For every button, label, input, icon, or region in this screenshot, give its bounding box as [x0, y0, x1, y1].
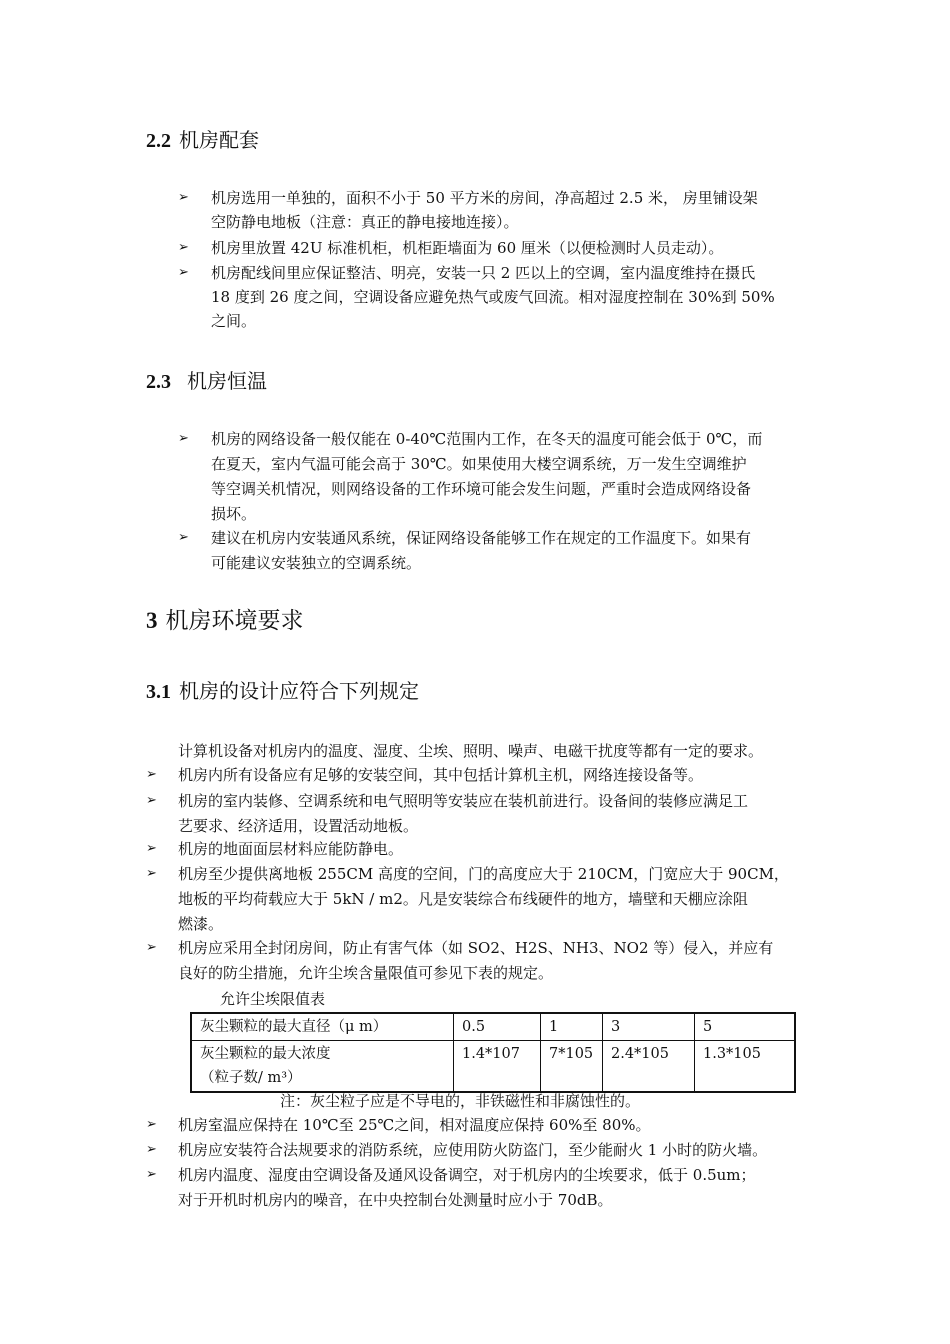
list-item-text: 机房内所有设备应有足够的安装空间，其中包括计算机主机，网络连接设备等。 — [178, 766, 704, 784]
list-item-text: 燃漆。 — [178, 915, 224, 933]
section-heading-3-1 — [146, 675, 419, 704]
list-item-text: 机房的网络设备一般仅能在 0-40℃范围内工作，在冬天的温度可能会低于 0℃，而 — [211, 430, 763, 448]
table-cell: 1.4*107 — [454, 1041, 541, 1093]
table-cell: 3 — [603, 1013, 695, 1041]
list-item-text: 18 度到 26 度之间，空调设备应避免热气或废气回流。相对湿度控制在 30%到 50% — [211, 288, 775, 306]
list-item-text: 机房内温度、湿度由空调设备及通风设备调空，对于机房内的尘埃要求，低于 0.5um； — [178, 1166, 756, 1184]
list-item-text: 在夏天，室内气温可能会高于 30℃。如果使用大楼空调系统，万一发生空调维护 — [211, 455, 747, 473]
table-note: 注：灰尘粒子应是不导电的，非铁磁性和非腐蚀性的。 — [280, 1092, 641, 1110]
section-number: 2.3 — [146, 371, 171, 393]
dust-limit-table — [190, 1012, 796, 1093]
section-heading-2-2 — [146, 124, 259, 153]
list-item-text: 良好的防尘措施，允许尘埃含量限值可参见下表的规定。 — [178, 964, 554, 982]
table-cell-line: 灰尘颗粒的最大浓度 — [200, 1046, 331, 1062]
arrow-bullet-icon: ➢ — [178, 431, 189, 446]
arrow-bullet-icon: ➢ — [146, 1142, 157, 1157]
section-number: 2.2 — [146, 130, 171, 152]
section-title: 机房环境要求 — [165, 608, 304, 634]
chapter-heading-3 — [146, 602, 304, 635]
table-row — [191, 1041, 795, 1093]
list-item-text: 机房选用一单独的，面积不小于 50 平方米的房间，净高超过 2.5 米， 房里铺设架 — [211, 189, 758, 207]
arrow-bullet-icon: ➢ — [178, 530, 189, 545]
table-row — [191, 1013, 795, 1041]
arrow-bullet-icon: ➢ — [146, 1117, 157, 1132]
list-item-text: 机房配线间里应保证整洁、明亮，安装一只 2 匹以上的空调，室内温度维持在摄氏 — [211, 264, 756, 282]
arrow-bullet-icon: ➢ — [146, 767, 157, 782]
table-cell: 5 — [695, 1013, 796, 1041]
section-title: 机房恒温 — [187, 369, 267, 393]
arrow-bullet-icon: ➢ — [146, 940, 157, 955]
section-number: 3.1 — [146, 681, 171, 703]
table-cell: 灰尘颗粒的最大直径（μ m） — [191, 1013, 454, 1041]
arrow-bullet-icon: ➢ — [178, 240, 189, 255]
list-item-text: 等空调关机情况，则网络设备的工作环境可能会发生问题，严重时会造成网络设备 — [211, 480, 752, 498]
list-item-text: 机房应采用全封闭房间，防止有害气体（如 SO2、H2S、NH3、NO2 等）侵入，并应有 — [178, 939, 774, 957]
arrow-bullet-icon: ➢ — [178, 190, 189, 205]
arrow-bullet-icon: ➢ — [146, 841, 157, 856]
section-number: 3 — [146, 608, 158, 633]
table-cell: 1.3*105 — [695, 1041, 796, 1093]
table-caption: 允许尘埃限值表 — [220, 990, 326, 1008]
table-cell: 1 — [541, 1013, 603, 1041]
table-cell: 2.4*105 — [603, 1041, 695, 1093]
list-item-text: 机房的地面面层材料应能防静电。 — [178, 840, 404, 858]
table-cell — [191, 1041, 454, 1093]
list-item-text: 机房应安装符合法规要求的消防系统，应使用防火防盗门，至少能耐火 1 小时的防火墙。 — [178, 1141, 768, 1159]
list-item-text: 机房里放置 42U 标准机柜，机柜距墙面为 60 厘米（以便检测时人员走动）。 — [211, 239, 724, 257]
list-item-text: 对于开机时机房内的噪音，在中央控制台处测量时应小于 70dB。 — [178, 1191, 613, 1209]
list-item-text: 机房室温应保持在 10℃至 25℃之间，相对温度应保持 60%至 80%。 — [178, 1116, 651, 1134]
list-item-text: 损坏。 — [211, 505, 257, 523]
arrow-bullet-icon: ➢ — [146, 866, 157, 881]
section-heading-2-3 — [146, 365, 267, 394]
list-item-text: 可能建议安装独立的空调系统。 — [211, 554, 422, 572]
arrow-bullet-icon: ➢ — [146, 1167, 157, 1182]
table-cell-line: （粒子数/ m³） — [200, 1070, 302, 1086]
arrow-bullet-icon: ➢ — [178, 265, 189, 280]
intro-paragraph: 计算机设备对机房内的温度、湿度、尘埃、照明、噪声、电磁干扰度等都有一定的要求。 — [178, 742, 764, 760]
list-item-text: 建议在机房内安装通风系统，保证网络设备能够工作在规定的工作温度下。如果有 — [211, 529, 752, 547]
section-title: 机房配套 — [179, 128, 259, 152]
list-item-text: 艺要求、经济适用，设置活动地板。 — [178, 817, 419, 835]
list-item-text: 空防静电地板（注意：真正的静电接地连接）。 — [211, 213, 519, 231]
table-cell: 0.5 — [454, 1013, 541, 1041]
list-item-text: 机房至少提供离地板 255CM 高度的空间，门的高度应大于 210CM，门宽应大于 90CM， — [178, 865, 789, 883]
arrow-bullet-icon: ➢ — [146, 793, 157, 808]
list-item-text: 机房的室内装修、空调系统和电气照明等安装应在装机前进行。设备间的装修应满足工 — [178, 792, 749, 810]
section-title: 机房的设计应符合下列规定 — [179, 679, 419, 703]
list-item-text: 之间。 — [211, 312, 257, 330]
list-item-text: 地板的平均荷载应大于 5kN / m2。凡是安装综合布线硬件的地方，墙壁和天棚应涂阻 — [178, 890, 748, 908]
table-cell: 7*105 — [541, 1041, 603, 1093]
